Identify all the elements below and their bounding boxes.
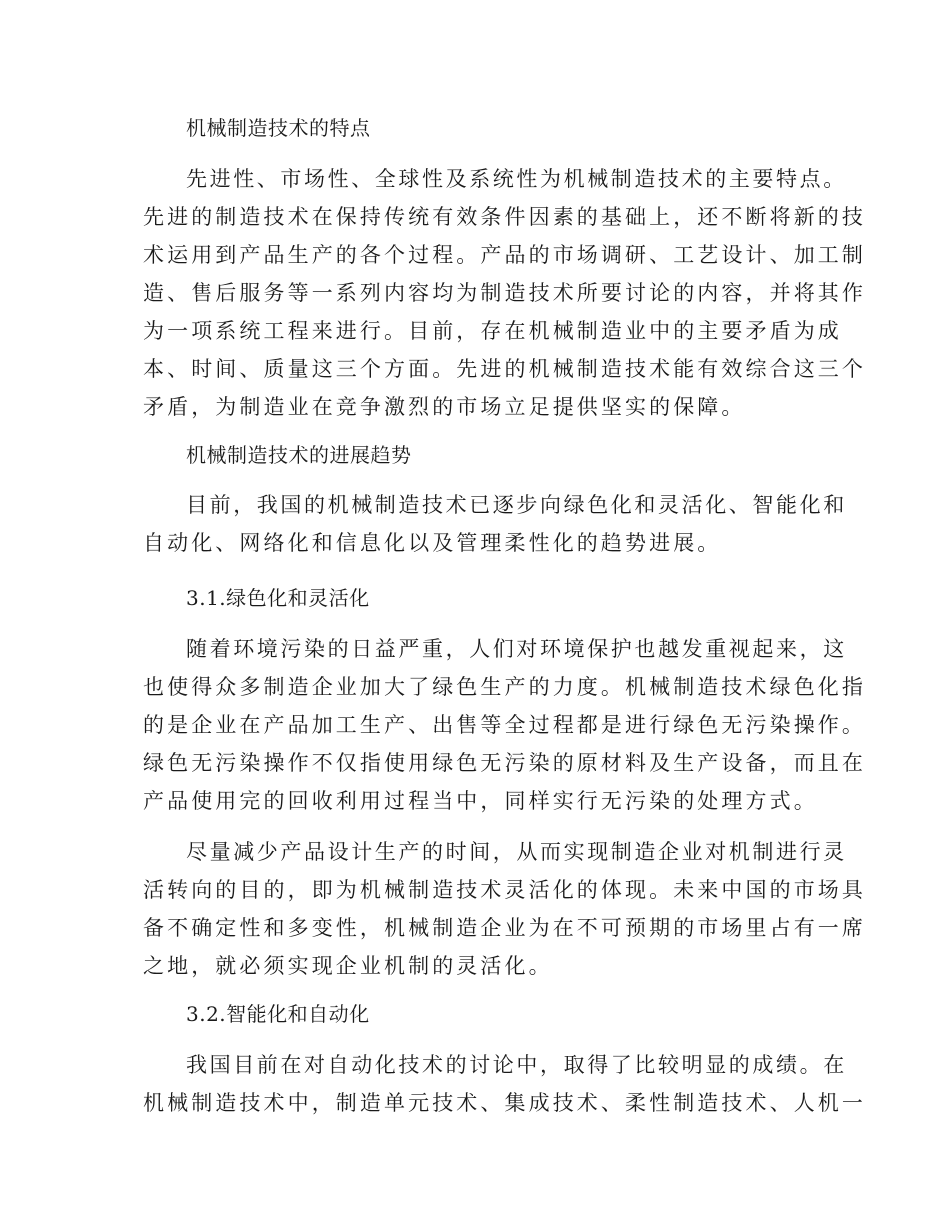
paragraph-line: 机械制造技术中，制造单元技术、集成技术、柔性制造技术、人机一 bbox=[143, 1091, 866, 1115]
section-heading: 机械制造技术的进展趋势 bbox=[186, 443, 412, 467]
paragraph-line: 产品使用完的回收利用过程当中，同样实行无污染的处理方式。 bbox=[143, 789, 818, 813]
paragraph-line: 尽量减少产品设计生产的时间，从而实现制造企业对机制进行灵 bbox=[186, 840, 847, 864]
paragraph-line: 随着环境污染的日益严重，人们对环境保护也越发重视起来，这 bbox=[186, 637, 847, 661]
paragraph-line: 术运用到产品生产的各个过程。产品的市场调研、工艺设计、加工制 bbox=[143, 243, 866, 267]
paragraph-line: 之地，就必须实现企业机制的灵活化。 bbox=[143, 954, 553, 978]
paragraph-line: 先进性、市场性、全球性及系统性为机械制造技术的主要特点。 bbox=[186, 167, 847, 191]
section-heading: 机械制造技术的特点 bbox=[186, 116, 371, 140]
paragraph-line: 的是企业在产品加工生产、出售等全过程都是进行绿色无污染操作。 bbox=[143, 713, 866, 737]
paragraph-line: 目前，我国的机械制造技术已逐步向绿色化和灵活化、智能化和 bbox=[186, 493, 847, 517]
paragraph-line: 矛盾，为制造业在竞争激烈的市场立足提供坚实的保障。 bbox=[143, 395, 746, 419]
paragraph-line: 绿色无污染操作不仅指使用绿色无污染的原材料及生产设备，而且在 bbox=[143, 751, 866, 775]
paragraph-line: 我国目前在对自动化技术的讨论中，取得了比较明显的成绩。在 bbox=[186, 1053, 847, 1077]
paragraph-line: 自动化、网络化和信息化以及管理柔性化的趋势进展。 bbox=[143, 531, 722, 555]
section-heading: 3.2.智能化和自动化 bbox=[186, 1002, 370, 1026]
section-heading: 3.1.绿色化和灵活化 bbox=[186, 586, 370, 610]
paragraph-line: 也使得众多制造企业加大了绿色生产的力度。机械制造技术绿色化指 bbox=[143, 675, 866, 699]
paragraph-line: 造、售后服务等一系列内容均为制造技术所要讨论的内容，并将其作 bbox=[143, 281, 866, 305]
paragraph-line: 本、时间、质量这三个方面。先进的机械制造技术能有效综合这三个 bbox=[143, 357, 866, 381]
paragraph-line: 备不确定性和多变性，机械制造企业为在不可预期的市场里占有一席 bbox=[143, 916, 866, 940]
paragraph-line: 先进的制造技术在保持传统有效条件因素的基础上，还不断将新的技 bbox=[143, 205, 866, 229]
paragraph-line: 为一项系统工程来进行。目前，存在机械制造业中的主要矛盾为成 bbox=[143, 319, 842, 343]
paragraph-line: 活转向的目的，即为机械制造技术灵活化的体现。未来中国的市场具 bbox=[143, 878, 866, 902]
